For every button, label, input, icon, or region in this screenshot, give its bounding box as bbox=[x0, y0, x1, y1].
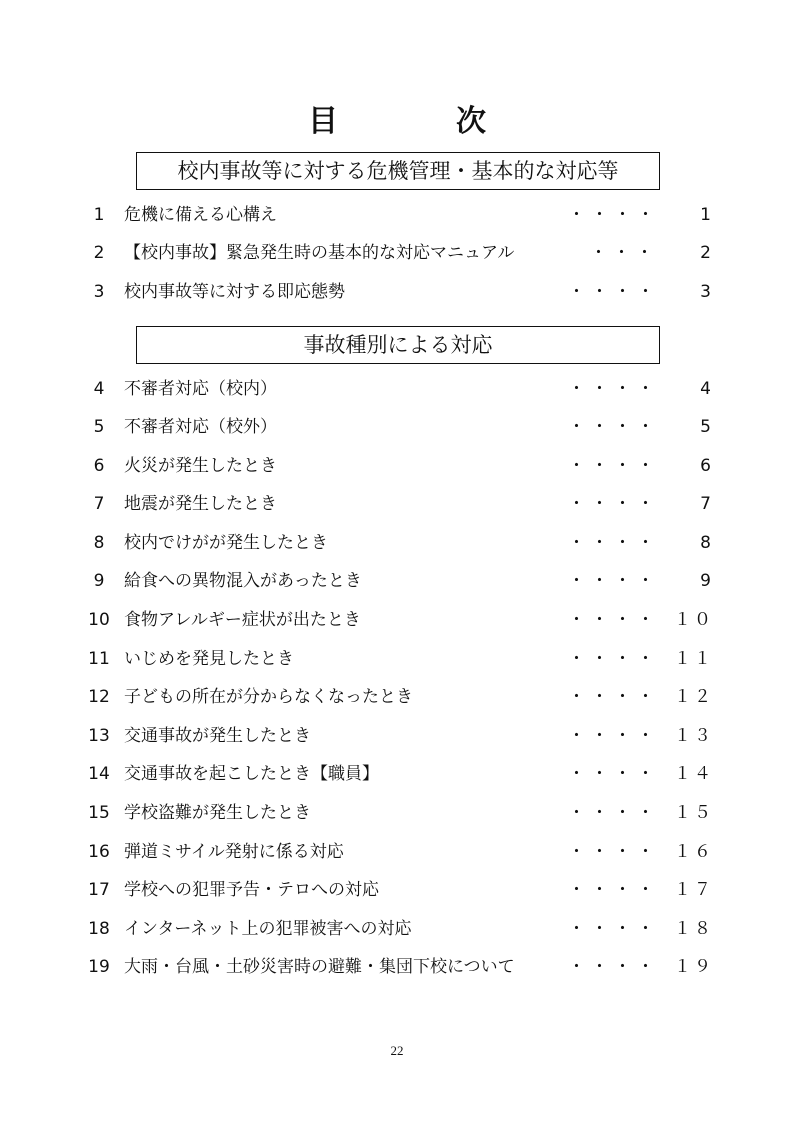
entry-page: １４ bbox=[674, 764, 714, 784]
entry-page: １９ bbox=[674, 957, 714, 977]
entry-leader: ・・・・ bbox=[568, 282, 660, 302]
entry-number: 1 bbox=[93, 205, 105, 225]
entry-leader: ・・・・ bbox=[568, 379, 660, 399]
toc-entry bbox=[0, 374, 794, 404]
entry-title: 校内事故等に対する即応態勢 bbox=[124, 282, 345, 302]
entry-title: 学校への犯罪予告・テロへの対応 bbox=[124, 880, 379, 900]
entry-number: 18 bbox=[88, 919, 110, 939]
toc-entry bbox=[0, 200, 794, 230]
entry-page: １６ bbox=[674, 842, 714, 862]
entry-page: 4 bbox=[700, 379, 714, 399]
section-heading-basic: 校内事故等に対する危機管理・基本的な対応等 bbox=[136, 152, 660, 190]
page-number: 22 bbox=[390, 1043, 404, 1058]
entry-title: 不審者対応（校内） bbox=[124, 379, 277, 399]
section-heading-incident-types: 事故種別による対応 bbox=[136, 326, 660, 364]
entry-page: 5 bbox=[700, 417, 714, 437]
entry-leader: ・・・・ bbox=[568, 417, 660, 437]
entry-number: 13 bbox=[88, 726, 110, 746]
entry-page: １３ bbox=[674, 726, 714, 746]
entry-number: 6 bbox=[93, 456, 105, 476]
entry-title: 交通事故を起こしたとき【職員】 bbox=[124, 764, 379, 784]
entry-leader: ・・・・ bbox=[568, 764, 660, 784]
entry-leader: ・・・ bbox=[590, 243, 659, 263]
toc-entry bbox=[0, 798, 794, 828]
toc-entry bbox=[0, 528, 794, 558]
entry-page: １７ bbox=[674, 880, 714, 900]
entry-leader: ・・・・ bbox=[568, 533, 660, 553]
entry-leader: ・・・・ bbox=[568, 494, 660, 514]
entry-title: 交通事故が発生したとき bbox=[124, 726, 311, 746]
entry-number: 14 bbox=[88, 764, 110, 784]
entry-page: １８ bbox=[674, 919, 714, 939]
toc-entry bbox=[0, 451, 794, 481]
entry-leader: ・・・・ bbox=[568, 205, 660, 225]
entry-number: 5 bbox=[93, 417, 105, 437]
entry-leader: ・・・・ bbox=[568, 919, 660, 939]
entry-leader: ・・・・ bbox=[568, 649, 660, 669]
toc-entry bbox=[0, 412, 794, 442]
toc-entry bbox=[0, 489, 794, 519]
entry-page: 7 bbox=[700, 494, 714, 514]
toc-entry bbox=[0, 605, 794, 635]
entry-page: １２ bbox=[674, 687, 714, 707]
entry-number: 12 bbox=[88, 687, 110, 707]
entry-leader: ・・・・ bbox=[568, 842, 660, 862]
entry-number: 4 bbox=[93, 379, 105, 399]
toc-entry bbox=[0, 875, 794, 905]
entry-title: 不審者対応（校外） bbox=[124, 417, 277, 437]
entry-page: 6 bbox=[700, 456, 714, 476]
toc-entry bbox=[0, 721, 794, 751]
entry-number: 9 bbox=[93, 571, 105, 591]
entry-number: 8 bbox=[93, 533, 105, 553]
entry-title: 食物アレルギー症状が出たとき bbox=[124, 610, 361, 630]
toc-entry bbox=[0, 759, 794, 789]
entry-number: 3 bbox=[93, 282, 105, 302]
toc-entry bbox=[0, 914, 794, 944]
entry-leader: ・・・・ bbox=[568, 803, 660, 823]
page-title: 目 次 bbox=[308, 104, 530, 139]
entry-number: 7 bbox=[93, 494, 105, 514]
entry-title: 危機に備える心構え bbox=[124, 205, 277, 225]
entry-title: 地震が発生したとき bbox=[124, 494, 277, 514]
entry-title: 子どもの所在が分からなくなったとき bbox=[124, 687, 413, 707]
toc-entry bbox=[0, 238, 794, 268]
entry-number: 19 bbox=[88, 957, 110, 977]
entry-title: 校内でけがが発生したとき bbox=[124, 533, 328, 553]
entry-title: 学校盗難が発生したとき bbox=[124, 803, 311, 823]
entry-number: 16 bbox=[88, 842, 110, 862]
entry-title: 弾道ミサイル発射に係る対応 bbox=[124, 842, 344, 862]
entry-page: 8 bbox=[700, 533, 714, 553]
entry-number: 17 bbox=[88, 880, 110, 900]
entry-title: 【校内事故】緊急発生時の基本的な対応マニュアル bbox=[124, 243, 515, 263]
entry-page: 9 bbox=[700, 571, 714, 591]
entry-page: 3 bbox=[700, 282, 714, 302]
toc-entry bbox=[0, 644, 794, 674]
entry-title: 大雨・台風・土砂災害時の避難・集団下校について bbox=[124, 957, 515, 977]
entry-number: 15 bbox=[88, 803, 110, 823]
entry-number: 11 bbox=[88, 649, 110, 669]
entry-leader: ・・・・ bbox=[568, 456, 660, 476]
toc-entry bbox=[0, 837, 794, 867]
toc-entry bbox=[0, 277, 794, 307]
entry-page: 1 bbox=[700, 205, 714, 225]
toc-entry bbox=[0, 566, 794, 596]
entry-page: 2 bbox=[700, 243, 714, 263]
entry-number: 10 bbox=[88, 610, 110, 630]
entry-number: 2 bbox=[93, 243, 105, 263]
entry-leader: ・・・・ bbox=[568, 687, 660, 707]
entry-leader: ・・・・ bbox=[568, 610, 660, 630]
entry-leader: ・・・・ bbox=[568, 957, 660, 977]
entry-title: インターネット上の犯罪被害への対応 bbox=[124, 919, 412, 939]
entry-leader: ・・・・ bbox=[568, 726, 660, 746]
entry-page: １５ bbox=[674, 803, 714, 823]
entry-page: １１ bbox=[674, 649, 714, 669]
toc-entry bbox=[0, 682, 794, 712]
entry-title: いじめを発見したとき bbox=[124, 649, 294, 669]
entry-title: 給食への異物混入があったとき bbox=[124, 571, 362, 591]
entry-leader: ・・・・ bbox=[568, 880, 660, 900]
toc-entry bbox=[0, 952, 794, 982]
entry-leader: ・・・・ bbox=[568, 571, 660, 591]
entry-title: 火災が発生したとき bbox=[124, 456, 277, 476]
entry-page: １０ bbox=[674, 610, 714, 630]
